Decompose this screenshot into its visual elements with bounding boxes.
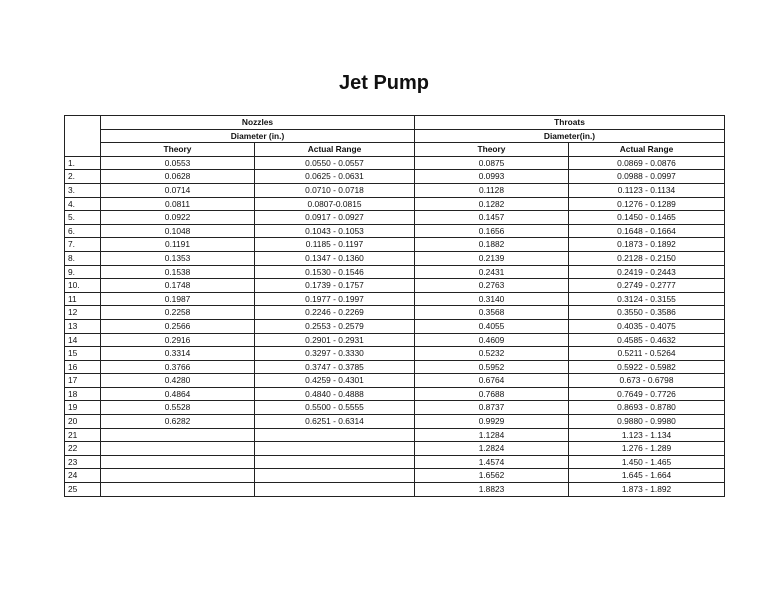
table-row <box>65 183 725 197</box>
throat-theory-cell: 0.1128 <box>415 183 569 197</box>
row-number: 19 <box>65 401 101 415</box>
row-number: 20 <box>65 415 101 429</box>
throat-range-cell: 0.7649 - 0.7726 <box>569 387 725 401</box>
row-number: 3. <box>65 183 101 197</box>
row-number: 23 <box>65 455 101 469</box>
nozzle-range-cell: 0.1043 - 0.1053 <box>255 224 415 238</box>
nozzle-range-cell: 0.3297 - 0.3330 <box>255 347 415 361</box>
throat-theory-cell: 0.4055 <box>415 319 569 333</box>
throat-range-cell: 0.4035 - 0.4075 <box>569 319 725 333</box>
throat-theory-cell: 0.2139 <box>415 251 569 265</box>
throat-theory-cell: 0.1656 <box>415 224 569 238</box>
nozzle-theory-cell <box>101 483 255 497</box>
throat-range-cell: 0.2128 - 0.2150 <box>569 251 725 265</box>
throat-theory-cell: 1.4574 <box>415 455 569 469</box>
throat-theory-cell: 1.1284 <box>415 428 569 442</box>
row-number: 7. <box>65 238 101 252</box>
row-number: 22 <box>65 442 101 456</box>
nozzle-range-cell <box>255 428 415 442</box>
nozzle-range-cell <box>255 442 415 456</box>
throat-theory-cell: 0.3140 <box>415 292 569 306</box>
nozzle-theory-header: Theory <box>101 143 255 157</box>
throat-theory-cell: 1.6562 <box>415 469 569 483</box>
corner-cell <box>65 143 101 157</box>
throat-theory-cell: 0.9929 <box>415 415 569 429</box>
table-row <box>65 170 725 184</box>
nozzle-range-cell: 0.4840 - 0.4888 <box>255 387 415 401</box>
nozzle-range-cell: 0.4259 - 0.4301 <box>255 374 415 388</box>
table-row <box>65 211 725 225</box>
row-number: 8. <box>65 251 101 265</box>
throat-theory-cell: 0.0875 <box>415 156 569 170</box>
table-row <box>65 333 725 347</box>
row-number: 24 <box>65 469 101 483</box>
corner-cell <box>65 116 101 130</box>
throat-theory-cell: 0.2763 <box>415 279 569 293</box>
nozzle-theory-cell <box>101 469 255 483</box>
throat-range-cell: 1.645 - 1.664 <box>569 469 725 483</box>
nozzle-range-cell: 0.1530 - 0.1546 <box>255 265 415 279</box>
row-number: 9. <box>65 265 101 279</box>
throat-theory-cell: 0.3568 <box>415 306 569 320</box>
nozzle-range-cell <box>255 455 415 469</box>
throat-theory-cell: 0.8737 <box>415 401 569 415</box>
throat-range-cell: 0.4585 - 0.4632 <box>569 333 725 347</box>
table-row <box>65 401 725 415</box>
row-number: 12 <box>65 306 101 320</box>
nozzle-theory-cell: 0.3766 <box>101 360 255 374</box>
table-row <box>65 360 725 374</box>
throat-theory-cell: 0.4609 <box>415 333 569 347</box>
throat-range-cell: 0.0869 - 0.0876 <box>569 156 725 170</box>
row-number: 15 <box>65 347 101 361</box>
nozzle-range-cell: 0.0550 - 0.0557 <box>255 156 415 170</box>
throat-theory-cell: 0.1457 <box>415 211 569 225</box>
row-number: 1. <box>65 156 101 170</box>
throat-theory-cell: 1.8823 <box>415 483 569 497</box>
nozzle-theory-cell: 0.1987 <box>101 292 255 306</box>
nozzle-range-cell: 0.0807-0.0815 <box>255 197 415 211</box>
throat-theory-cell: 0.5952 <box>415 360 569 374</box>
nozzle-range-cell: 0.1977 - 0.1997 <box>255 292 415 306</box>
row-number: 16 <box>65 360 101 374</box>
nozzle-range-cell: 0.0917 - 0.0927 <box>255 211 415 225</box>
throat-range-cell: 1.450 - 1.465 <box>569 455 725 469</box>
nozzle-theory-cell: 0.2566 <box>101 319 255 333</box>
nozzle-theory-cell: 0.2916 <box>101 333 255 347</box>
nozzle-theory-cell: 0.1538 <box>101 265 255 279</box>
nozzle-range-header: Actual Range <box>255 143 415 157</box>
nozzle-range-cell: 0.2901 - 0.2931 <box>255 333 415 347</box>
throat-range-cell: 0.1873 - 0.1892 <box>569 238 725 252</box>
throats-group-header: Throats <box>415 116 725 130</box>
nozzles-group-header: Nozzles <box>101 116 415 130</box>
nozzle-theory-cell <box>101 455 255 469</box>
throat-range-cell: 0.3124 - 0.3155 <box>569 292 725 306</box>
row-number: 11 <box>65 292 101 306</box>
page-title: Jet Pump <box>338 72 430 94</box>
nozzle-theory-cell: 0.0811 <box>101 197 255 211</box>
nozzle-theory-cell: 0.0714 <box>101 183 255 197</box>
nozzle-theory-cell: 0.1748 <box>101 279 255 293</box>
group-header-row <box>65 116 725 130</box>
throat-range-cell: 0.673 - 0.6798 <box>569 374 725 388</box>
nozzle-theory-cell: 0.1048 <box>101 224 255 238</box>
throat-range-cell: 0.5211 - 0.5264 <box>569 347 725 361</box>
throat-theory-cell: 0.7688 <box>415 387 569 401</box>
nozzle-theory-cell: 0.0553 <box>101 156 255 170</box>
throat-range-cell: 0.2419 - 0.2443 <box>569 265 725 279</box>
throat-theory-cell: 1.2824 <box>415 442 569 456</box>
throat-range-cell: 0.0988 - 0.0997 <box>569 170 725 184</box>
row-number: 4. <box>65 197 101 211</box>
throat-theory-cell: 0.1282 <box>415 197 569 211</box>
nozzles-diameter-header: Diameter (in.) <box>101 129 415 143</box>
nozzle-theory-cell: 0.4864 <box>101 387 255 401</box>
throat-range-cell: 0.8693 - 0.8780 <box>569 401 725 415</box>
table-row <box>65 442 725 456</box>
corner-cell <box>65 129 101 143</box>
throat-theory-cell: 0.2431 <box>415 265 569 279</box>
nozzle-range-cell: 0.2553 - 0.2579 <box>255 319 415 333</box>
table-row <box>65 428 725 442</box>
throat-theory-cell: 0.1882 <box>415 238 569 252</box>
table-row <box>65 347 725 361</box>
throats-diameter-header: Diameter(in.) <box>415 129 725 143</box>
table-row <box>65 156 725 170</box>
group-subheader-row <box>65 129 725 143</box>
nozzle-theory-cell: 0.2258 <box>101 306 255 320</box>
throat-range-cell: 0.1123 - 0.1134 <box>569 183 725 197</box>
row-number: 6. <box>65 224 101 238</box>
jet-pump-table <box>64 115 725 497</box>
throat-range-cell: 0.1276 - 0.1289 <box>569 197 725 211</box>
nozzle-theory-cell: 0.3314 <box>101 347 255 361</box>
row-number: 2. <box>65 170 101 184</box>
nozzle-theory-cell: 0.0628 <box>101 170 255 184</box>
nozzle-range-cell: 0.1185 - 0.1197 <box>255 238 415 252</box>
table-row <box>65 224 725 238</box>
nozzle-range-cell: 0.1739 - 0.1757 <box>255 279 415 293</box>
table-row <box>65 455 725 469</box>
table-row <box>65 197 725 211</box>
nozzle-theory-cell: 0.5528 <box>101 401 255 415</box>
table-row <box>65 469 725 483</box>
table-row <box>65 387 725 401</box>
table-row <box>65 292 725 306</box>
nozzle-theory-cell: 0.6282 <box>101 415 255 429</box>
table-body <box>65 156 725 496</box>
nozzle-range-cell: 0.3747 - 0.3785 <box>255 360 415 374</box>
table-row <box>65 251 725 265</box>
throat-range-cell: 0.1450 - 0.1465 <box>569 211 725 225</box>
nozzle-range-cell: 0.1347 - 0.1360 <box>255 251 415 265</box>
throat-range-header: Actual Range <box>569 143 725 157</box>
throat-range-cell: 0.1648 - 0.1664 <box>569 224 725 238</box>
throat-range-cell: 0.2749 - 0.2777 <box>569 279 725 293</box>
throat-range-cell: 1.276 - 1.289 <box>569 442 725 456</box>
nozzle-range-cell: 0.2246 - 0.2269 <box>255 306 415 320</box>
throat-range-cell: 0.9880 - 0.9980 <box>569 415 725 429</box>
nozzle-range-cell <box>255 483 415 497</box>
row-number: 14 <box>65 333 101 347</box>
nozzle-range-cell <box>255 469 415 483</box>
throat-range-cell: 0.3550 - 0.3586 <box>569 306 725 320</box>
nozzle-range-cell: 0.0710 - 0.0718 <box>255 183 415 197</box>
throat-theory-cell: 0.0993 <box>415 170 569 184</box>
nozzle-theory-cell: 0.1353 <box>101 251 255 265</box>
nozzle-theory-cell: 0.4280 <box>101 374 255 388</box>
table-row <box>65 279 725 293</box>
throat-range-cell: 1.123 - 1.134 <box>569 428 725 442</box>
nozzle-theory-cell <box>101 428 255 442</box>
table-row <box>65 238 725 252</box>
column-header-row <box>65 143 725 157</box>
nozzle-theory-cell: 0.1191 <box>101 238 255 252</box>
row-number: 18 <box>65 387 101 401</box>
table-row <box>65 483 725 497</box>
row-number: 5. <box>65 211 101 225</box>
row-number: 13 <box>65 319 101 333</box>
nozzle-theory-cell: 0.0922 <box>101 211 255 225</box>
row-number: 21 <box>65 428 101 442</box>
nozzle-range-cell: 0.5500 - 0.5555 <box>255 401 415 415</box>
throat-theory-cell: 0.6764 <box>415 374 569 388</box>
nozzle-theory-cell <box>101 442 255 456</box>
nozzle-range-cell: 0.0625 - 0.0631 <box>255 170 415 184</box>
throat-range-cell: 0.5922 - 0.5982 <box>569 360 725 374</box>
table-row <box>65 319 725 333</box>
row-number: 10. <box>65 279 101 293</box>
table-row <box>65 306 725 320</box>
throat-range-cell: 1.873 - 1.892 <box>569 483 725 497</box>
nozzle-range-cell: 0.6251 - 0.6314 <box>255 415 415 429</box>
throat-theory-header: Theory <box>415 143 569 157</box>
row-number: 17 <box>65 374 101 388</box>
table-row <box>65 415 725 429</box>
row-number: 25 <box>65 483 101 497</box>
table-row <box>65 265 725 279</box>
table-row <box>65 374 725 388</box>
throat-theory-cell: 0.5232 <box>415 347 569 361</box>
